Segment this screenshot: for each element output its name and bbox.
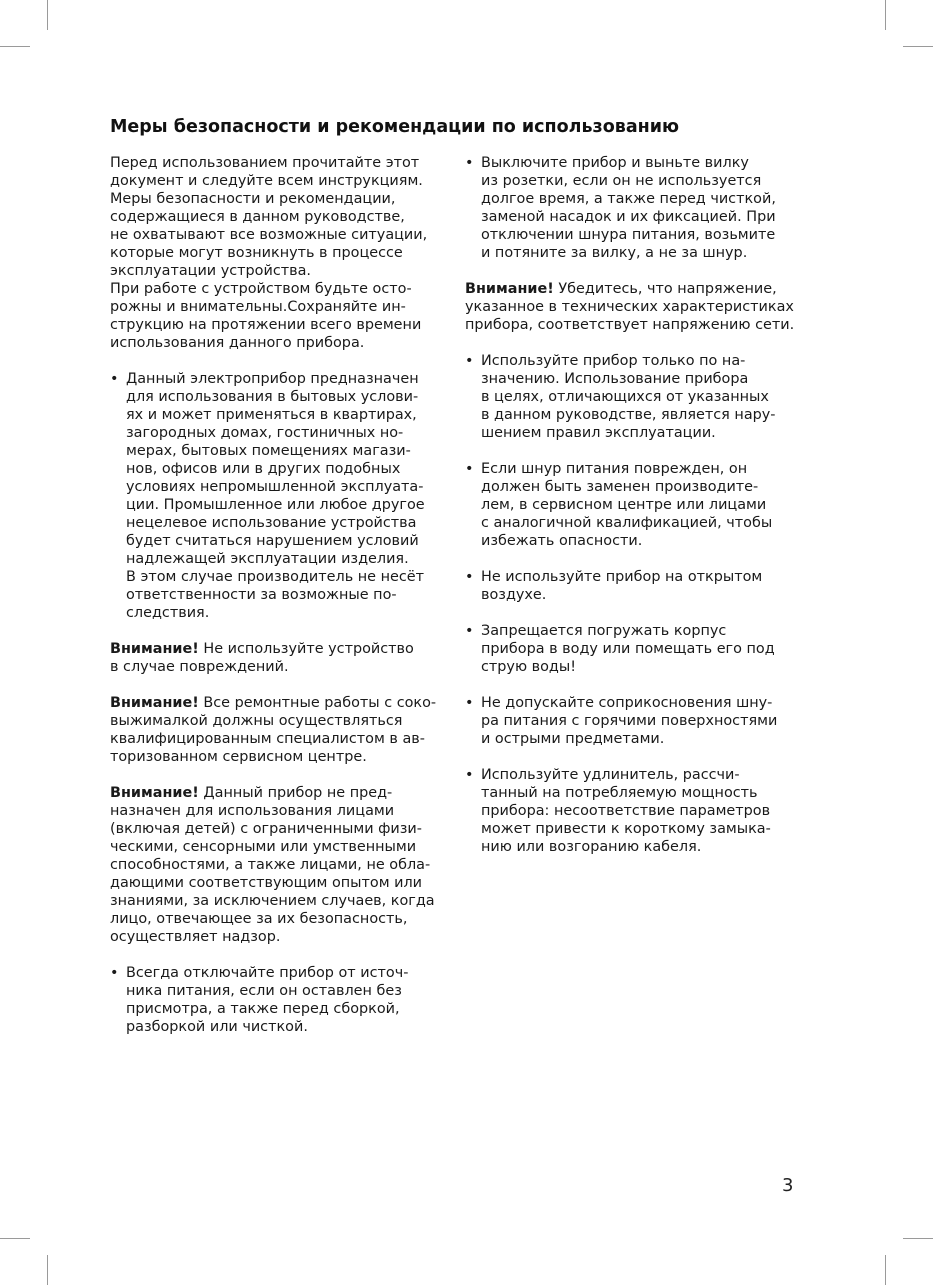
list-item-text: Используйте удлинитель, рассчи- танный на потребляемую мощность прибора: несоответствие параметров может привести к короткому замыка- нию или возгоранию кабеля.: [481, 767, 771, 855]
list-item: [465, 622, 810, 676]
warning-paragraph: [110, 694, 455, 766]
warning-paragraph: [110, 640, 455, 676]
intro-paragraph: Перед использованием прочитайте этот документ и следуйте всем инструкциям. Меры безопасности и рекомендации, содержащиеся в данном руководстве, не охватывают все возможные ситуации, которые могут возникнуть в процессе эксплуатации устройства. При работе с устройством будьте осто- рожны и внимательны.Сохраняйте ин- струкцию на протяжении всего времени использования данного прибора.: [110, 155, 428, 351]
list-item-text: Запрещается погружать корпус прибора в воду или помещать его под струю воды!: [481, 623, 775, 675]
page-title: Меры безопасности и рекомендации по использованию: [110, 117, 679, 137]
bullet-icon: •: [110, 965, 119, 981]
warning-text: Все ремонтные работы с соко- выжималкой должны осуществляться квалифицированным специалистом в ав- торизованном сервисном центре.: [110, 695, 437, 765]
list-item: [465, 154, 810, 262]
list-item: [465, 460, 810, 550]
list-item: [110, 370, 455, 622]
page-number: 3: [782, 1175, 794, 1196]
bullet-icon: •: [465, 623, 474, 639]
bullet-icon: •: [110, 371, 119, 387]
list-item-text: Выключите прибор и выньте вилку из розетки, если он не используется долгое время, а также перед чисткой, заменой насадок и их фиксацией. При отключении шнура питания, возьмите и потяните за вилку, а не за шнур.: [481, 155, 776, 261]
crop-mark: [903, 46, 933, 47]
warning-label: Внимание!: [110, 641, 199, 657]
list-item: [465, 694, 810, 748]
right-column: [465, 154, 810, 856]
bullet-icon: •: [465, 155, 474, 171]
warning-text: Убедитесь, что напряжение, указанное в технических характеристиках прибора, соответствует напряжению сети.: [465, 281, 795, 333]
warning-paragraph: [110, 784, 455, 946]
crop-mark: [903, 1238, 933, 1239]
list-item: [465, 568, 810, 604]
list-item-text: Если шнур питания поврежден, он должен быть заменен производите- лем, в сервисном центре или лицами с аналогичной квалификацией, чтобы избежать опасности.: [481, 461, 773, 549]
list-item: [465, 766, 810, 856]
list-item-text: Используйте прибор только по на- значению. Использование прибора в целях, отличающихся от указанных в данном руководстве, является нару- шением правил эксплуатации.: [481, 353, 776, 441]
list-item: [465, 352, 810, 442]
crop-mark: [47, 1255, 48, 1285]
list-item-text: Не допускайте соприкосновения шну- ра питания с горячими поверхностями и острыми предметами.: [481, 695, 778, 747]
list-item-text: Всегда отключайте прибор от источ- ника питания, если он оставлен без присмотра, а также перед сборкой, разборкой или чисткой.: [126, 965, 409, 1035]
bullet-icon: •: [465, 353, 474, 369]
list-item-text: Не используйте прибор на открытом воздухе.: [481, 569, 763, 603]
bullet-icon: •: [465, 461, 474, 477]
warning-text: Данный прибор не пред- назначен для использования лицами (включая детей) с ограниченными физи- ческими, сенсорными или умственными способностями, а также лицами, не обла- дающими соответствующим опытом или знаниями, за исключением случаев, когда лицо, отвечающее за их безопасность, осуществляет надзор.: [110, 785, 435, 945]
warning-label: Внимание!: [110, 695, 199, 711]
crop-mark: [0, 46, 30, 47]
list-item: [110, 964, 455, 1036]
warning-text: Не используйте устройство в случае повреждений.: [110, 641, 414, 675]
list-item-text: Данный электроприбор предназначен для использования в бытовых услови- ях и может применяться в квартирах, загородных домах, гостиничных но- мерах, бытовых помещениях магази- нов, офисов или в других подобных условиях непромышленной эксплуата- ции. Промышленное или любое другое нецелевое использование устройства будет считаться нарушением условий надлежащей эксплуатации изделия. В этом случае производитель не несёт ответственности за возможные по- следствия.: [126, 371, 425, 621]
warning-label: Внимание!: [465, 281, 554, 297]
warning-paragraph: [465, 280, 810, 334]
crop-mark: [885, 0, 886, 30]
crop-mark: [47, 0, 48, 30]
crop-mark: [0, 1238, 30, 1239]
bullet-icon: •: [465, 767, 474, 783]
bullet-icon: •: [465, 569, 474, 585]
bullet-icon: •: [465, 695, 474, 711]
left-column: [110, 154, 455, 1036]
crop-mark: [885, 1255, 886, 1285]
warning-label: Внимание!: [110, 785, 199, 801]
